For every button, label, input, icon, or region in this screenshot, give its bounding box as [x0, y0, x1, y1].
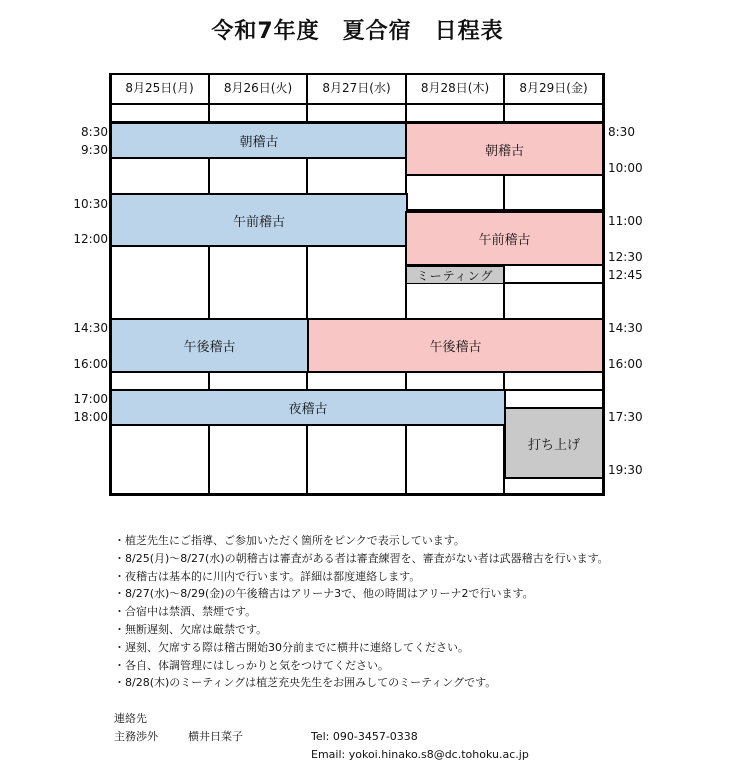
table-border-bottom: [109, 493, 605, 496]
note-item: ・各自、体調管理にはしっかりと気をつけてください。: [114, 658, 389, 672]
evening-practice-block: [110, 389, 506, 426]
forenoon-practice-block: [405, 211, 604, 266]
contact-name: 横井日菜子: [188, 730, 243, 743]
time-label: 16:00: [608, 357, 643, 371]
note-item: ・夜稽古は基本的に川内で行います。詳細は都度連絡します。: [114, 569, 421, 583]
afternoon-practice-block: [307, 318, 604, 373]
note-item: ・8/28(木)のミーティングは植芝充央先生をお囲みしてのミーティングです。: [114, 676, 497, 690]
afternoon-practice-block: [110, 318, 309, 373]
meeting-block: [406, 265, 504, 284]
morning-practice-block: [405, 122, 604, 176]
header-divider: [109, 103, 605, 105]
day-header: 8月29日(金): [519, 81, 588, 95]
party-block: [504, 407, 604, 479]
time-label: 14:30: [73, 321, 108, 335]
day-header: 8月27日(水): [322, 81, 391, 95]
block-label: 朝稽古: [484, 143, 524, 159]
time-label: 11:00: [608, 214, 643, 228]
day-header: 8月25日(月): [125, 81, 194, 95]
note-item: ・無断遅刻、欠席は厳禁です。: [114, 622, 268, 636]
page-title: 令和7年度 夏合宿 日程表: [211, 19, 504, 44]
time-label: 17:30: [608, 410, 643, 424]
block-label: 午前稽古: [478, 233, 531, 248]
note-item: ・合宿中は禁酒、禁煙です。: [114, 605, 257, 619]
contact-role: 主務渉外: [114, 730, 158, 743]
morning-practice-block: [110, 122, 408, 159]
time-label: 12:00: [73, 232, 108, 246]
block-label: 夜稽古: [288, 402, 328, 417]
block-label: 午後稽古: [183, 340, 236, 355]
row-divider: [503, 282, 603, 284]
note-item: ・遅刻、欠席する際は稽古開始30分前までに横井に連絡してください。: [114, 640, 469, 654]
note-item: ・8/27(水)～8/29(金)の午後稽古はアリーナ3で、他の時間はアリーナ2で行います。: [114, 587, 534, 601]
time-label: 9:30: [81, 143, 108, 157]
contact-phone[interactable]: Tel: 090-3457-0338: [311, 730, 418, 743]
time-label: 12:30: [608, 250, 643, 264]
contact-heading: 連絡先: [114, 712, 147, 725]
time-label: 19:30: [608, 463, 643, 477]
block-label: 午前稽古: [232, 214, 285, 230]
contact-email[interactable]: Email: yokoi.hinako.s8@dc.tohoku.ac.jp: [311, 748, 529, 761]
time-label: 10:30: [73, 197, 108, 211]
block-label: ミーティング: [416, 268, 494, 283]
block-label: 朝稽古: [239, 135, 279, 150]
notes-list: [114, 532, 609, 692]
time-label: 10:00: [608, 161, 643, 175]
block-label: 打ち上げ: [527, 437, 580, 453]
day-header: 8月28日(木): [420, 81, 490, 95]
time-label: 18:00: [73, 410, 108, 424]
time-label: 8:30: [608, 125, 635, 139]
note-item: ・植芝先生にご指導、ご参加いただく箇所をピンクで表示しています。: [114, 534, 465, 547]
note-item: ・8/25(月)～8/27(水)の朝稽古は審査がある者は審査練習を、審査がない者は武器稽古を行います。: [114, 551, 609, 565]
time-label: 16:00: [73, 357, 108, 371]
block-label: 午後稽古: [429, 340, 482, 355]
time-label: 12:45: [608, 268, 643, 282]
table-border-top: [109, 73, 605, 75]
day-header: 8月26日(火): [223, 81, 293, 95]
time-label: 17:00: [73, 392, 108, 406]
forenoon-practice-block: [110, 193, 408, 247]
time-label: 8:30: [81, 125, 108, 139]
time-label: 14:30: [608, 321, 643, 335]
